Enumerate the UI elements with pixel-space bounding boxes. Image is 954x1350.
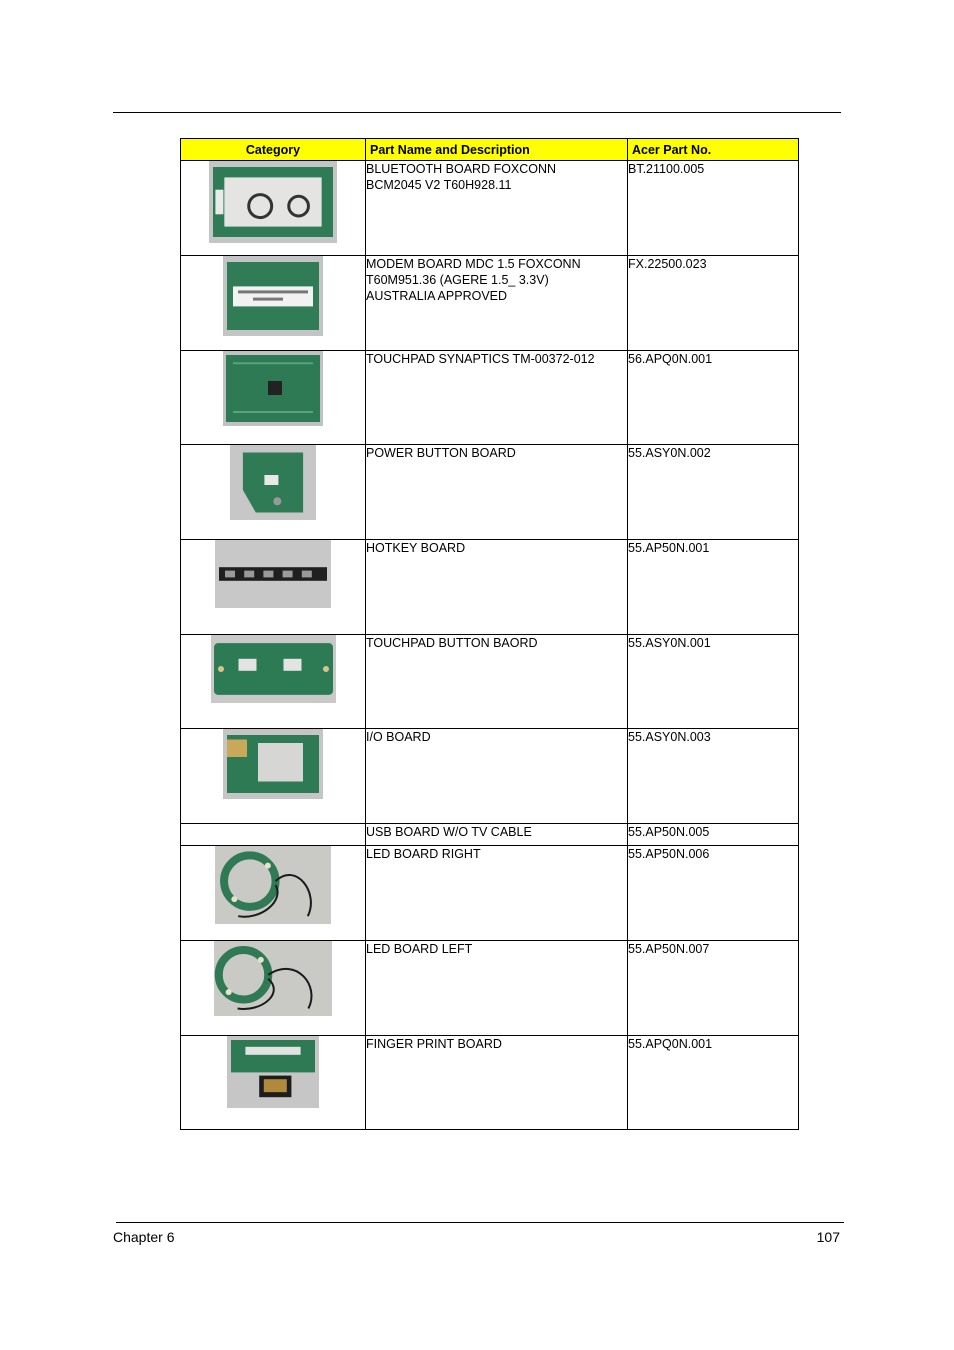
- category-cell: [181, 445, 366, 540]
- modem-board-photo: [223, 256, 323, 336]
- table-row: [181, 1036, 799, 1130]
- part-description-cell: [366, 941, 628, 1036]
- category-cell: [181, 161, 366, 256]
- part-description-line: POWER BUTTON BOARD: [366, 446, 516, 460]
- part-number-cell: 55.APQ0N.001: [628, 1036, 799, 1130]
- header-part-name: Part Name and Description: [366, 139, 628, 161]
- table-row: [181, 540, 799, 635]
- table-row: [181, 635, 799, 729]
- led-board-right-photo: [215, 846, 331, 924]
- part-number-cell: 55.ASY0N.003: [628, 729, 799, 824]
- part-description-cell: [366, 824, 628, 846]
- part-description-line: TOUCHPAD BUTTON BAORD: [366, 636, 538, 650]
- hotkey-board-photo: [215, 540, 331, 608]
- table-row: [181, 445, 799, 540]
- table-row: [181, 941, 799, 1036]
- part-description-line: I/O BOARD: [366, 730, 431, 744]
- header-category: Category: [181, 139, 366, 161]
- table-row: [181, 351, 799, 445]
- part-description-cell: [366, 351, 628, 445]
- table-row: [181, 161, 799, 256]
- bluetooth-board-photo: [209, 161, 337, 243]
- part-description-cell: [366, 256, 628, 351]
- part-description-line: LED BOARD RIGHT: [366, 847, 481, 861]
- part-number-cell: BT.21100.005: [628, 161, 799, 256]
- table-row: [181, 256, 799, 351]
- part-number-cell: 55.ASY0N.001: [628, 635, 799, 729]
- category-cell: [181, 540, 366, 635]
- part-description-line: AUSTRALIA APPROVED: [366, 289, 508, 303]
- footer-chapter: Chapter 6: [113, 1229, 175, 1245]
- part-description-cell: [366, 635, 628, 729]
- table-row: [181, 846, 799, 941]
- part-number-cell: 55.AP50N.001: [628, 540, 799, 635]
- part-description-cell: [366, 1036, 628, 1130]
- part-number-cell: 55.AP50N.007: [628, 941, 799, 1036]
- table-row: [181, 824, 799, 846]
- category-cell: [181, 1036, 366, 1130]
- category-cell: [181, 351, 366, 445]
- parts-table: [180, 138, 799, 1130]
- part-description-cell: [366, 846, 628, 941]
- part-description-line: BCM2045 V2 T60H928.11: [366, 178, 512, 192]
- part-number-cell: 56.APQ0N.001: [628, 351, 799, 445]
- category-cell: [181, 846, 366, 941]
- touchpad-button-board-photo: [211, 635, 336, 703]
- category-cell: [181, 635, 366, 729]
- category-cell: [181, 824, 366, 846]
- finger-print-board-photo: [227, 1036, 319, 1108]
- part-description-line: LED BOARD LEFT: [366, 942, 473, 956]
- part-description-line: MODEM BOARD MDC 1.5 FOXCONN: [366, 257, 581, 271]
- part-description-line: HOTKEY BOARD: [366, 541, 466, 555]
- footer-page-number: 107: [816, 1229, 840, 1245]
- category-cell: [181, 729, 366, 824]
- table-row: [181, 729, 799, 824]
- part-description-line: T60M951.36 (AGERE 1.5_ 3.3V): [366, 273, 549, 287]
- part-description-cell: [366, 161, 628, 256]
- category-cell: [181, 256, 366, 351]
- part-number-cell: 55.AP50N.006: [628, 846, 799, 941]
- header-rule: [113, 112, 841, 113]
- part-number-cell: FX.22500.023: [628, 256, 799, 351]
- part-description-line: BLUETOOTH BOARD FOXCONN: [366, 162, 557, 176]
- part-description-cell: [366, 729, 628, 824]
- part-description-cell: [366, 540, 628, 635]
- io-board-photo: [223, 729, 323, 799]
- table-header-row: [181, 139, 799, 161]
- part-description-cell: [366, 445, 628, 540]
- category-cell: [181, 941, 366, 1036]
- part-description-line: TOUCHPAD SYNAPTICS TM-00372-012: [366, 352, 595, 366]
- led-board-left-photo: [214, 941, 332, 1016]
- part-description-line: FINGER PRINT BOARD: [366, 1037, 502, 1051]
- power-button-board-photo: [230, 445, 316, 520]
- touchpad-photo: [223, 351, 323, 426]
- part-number-cell: 55.AP50N.005: [628, 824, 799, 846]
- part-description-line: USB BOARD W/O TV CABLE: [366, 825, 532, 839]
- part-number-cell: 55.ASY0N.002: [628, 445, 799, 540]
- header-part-no: Acer Part No.: [628, 139, 799, 161]
- footer-rule: [116, 1222, 844, 1223]
